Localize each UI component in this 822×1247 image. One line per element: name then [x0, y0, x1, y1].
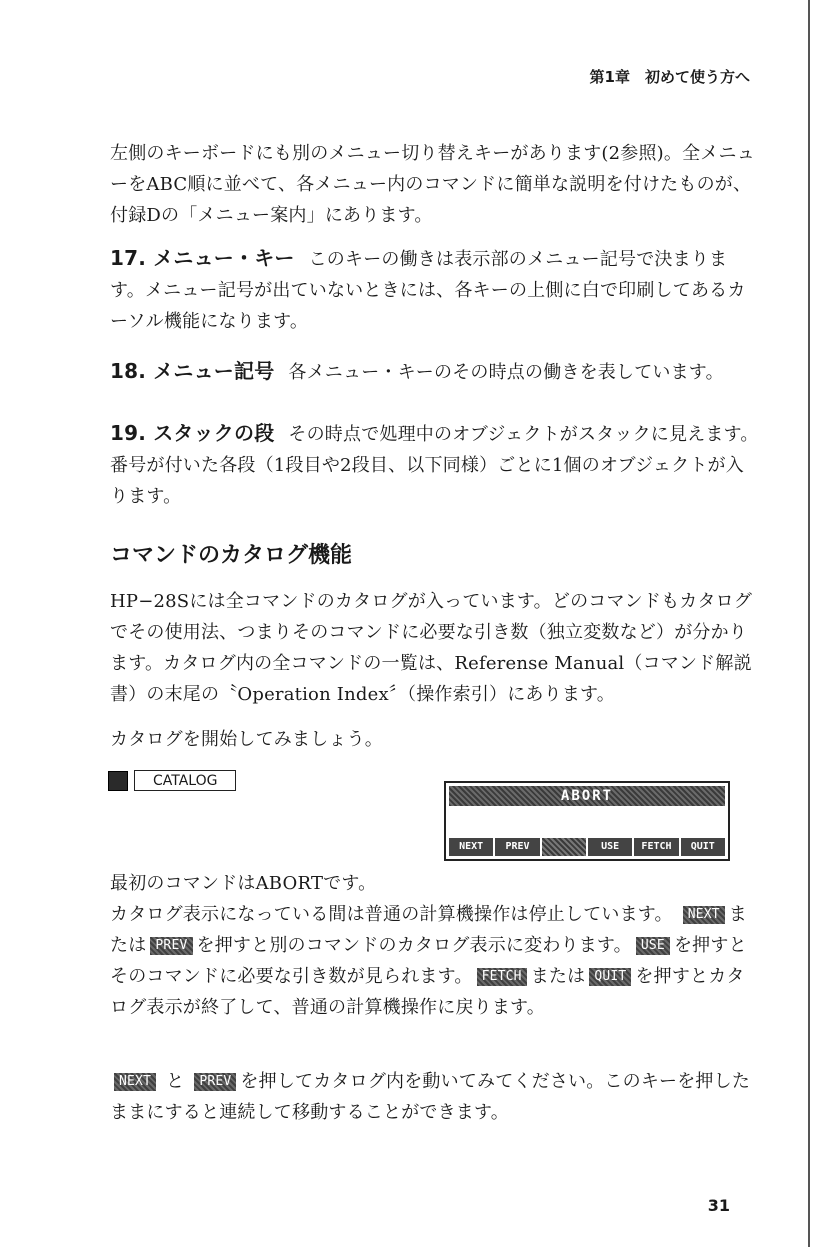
- explain-paragraph: [110, 899, 760, 1023]
- softkey-next-2: NEXT: [114, 1073, 156, 1091]
- display-menu-row: [449, 838, 725, 856]
- softkey-fetch: FETCH: [477, 968, 527, 986]
- shift-key-icon: [108, 771, 128, 791]
- calculator-display: [444, 781, 730, 861]
- item-19: [110, 418, 760, 512]
- item-17-label: 17. メニュー・キー: [110, 246, 295, 270]
- softkey-prev-2: PREV: [194, 1073, 236, 1091]
- key-sequence: [108, 770, 236, 791]
- page-number: 31: [707, 1196, 730, 1215]
- menu-quit: QUIT: [681, 838, 725, 856]
- softkey-use: USE: [636, 937, 670, 955]
- explain-or-2: または: [530, 966, 586, 987]
- final-paragraph: [110, 1066, 760, 1128]
- page-edge-line: [808, 0, 810, 1247]
- softkey-next: NEXT: [683, 906, 725, 924]
- catalog-key: CATALOG: [134, 770, 236, 791]
- intro-paragraph: 左側のキーボードにも別のメニュー切り替えキーがあります(2参照)。全メニューをABC順に並べて、各メニュー内のコマンドに簡単な説明を付けたものが、付録Dの「メニュー案内」にあります。: [110, 143, 755, 226]
- softkey-prev: PREV: [150, 937, 192, 955]
- final-and: と: [166, 1071, 185, 1092]
- item-17-text: このキーの働きは表示部のメニュー記号で決まります。メニュー記号が出ていないときには、各キーの上側に白で印刷してあるカーソル機能になります。: [110, 249, 746, 332]
- catalog-prompt: カタログを開始してみましょう。: [110, 729, 383, 750]
- item-18-text: 各メニュー・キーのその時点の働きを表しています。: [288, 362, 724, 383]
- item-18: [110, 356, 760, 388]
- explain-or-1: または: [110, 904, 747, 956]
- explain-text-1: カタログ表示になっている間は普通の計算機操作は停止しています。: [110, 904, 673, 925]
- explain-text-a: を押すと別のコマンドのカタログ表示に変わります。: [196, 935, 632, 956]
- menu-fetch: FETCH: [634, 838, 678, 856]
- final-text: を押してカタログ内を動いてみてください。このキーを押したままにすると連続して移動することができます。: [110, 1071, 751, 1123]
- menu-use: USE: [588, 838, 632, 856]
- section-body: HP−28Sには全コマンドのカタログが入っています。どのコマンドもカタログでその使用法、つまりそのコマンドに必要な引き数（独立変数など）が分かります。カタログ内の全コマンドの一覧は、Referense Manual（コマンド解説書）の末尾の〝Operation Index〞（操作索引）にあります。: [110, 591, 753, 705]
- item-19-text: その時点で処理中のオブジェクトがスタックに見えます。番号が付いた各段（1段目や2段目、以下同様）ごとに1個のオブジェクトが入ります。: [110, 424, 759, 507]
- menu-prev: PREV: [495, 838, 539, 856]
- menu-blank: [542, 838, 586, 856]
- menu-next: NEXT: [449, 838, 493, 856]
- first-command-text: 最初のコマンドはABORTです。: [110, 873, 377, 894]
- explain-text-c: を押すとカタログ表示が終了して、普通の計算機操作に戻ります。: [110, 966, 745, 1018]
- item-17: [110, 243, 760, 337]
- display-top-line: ABORT: [449, 786, 725, 806]
- softkey-quit: QUIT: [589, 968, 631, 986]
- explain-text-b: を押すとそのコマンドに必要な引き数が見られます。: [110, 935, 747, 987]
- section-title: コマンドのカタログ機能: [110, 543, 353, 568]
- running-head: 第1章 初めて使う方へ: [589, 68, 750, 86]
- item-18-label: 18. メニュー記号: [110, 359, 275, 383]
- item-19-label: 19. スタックの段: [110, 421, 275, 445]
